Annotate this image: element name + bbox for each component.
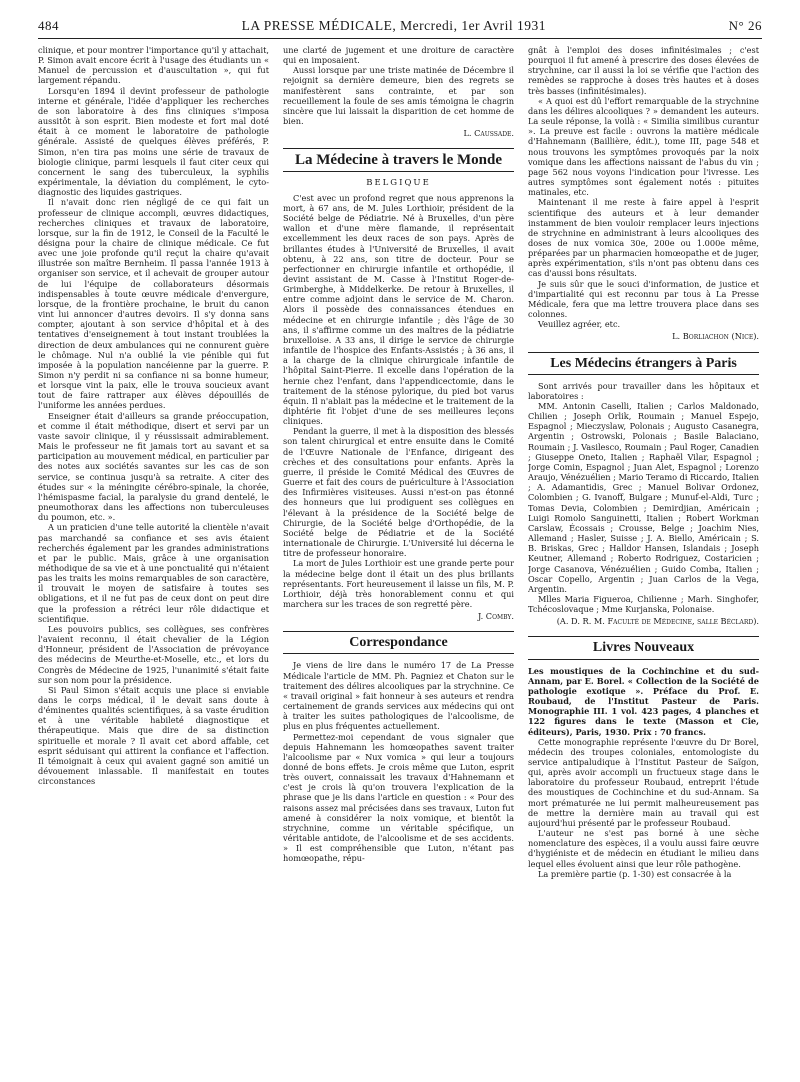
- page-number: 484: [38, 18, 59, 33]
- paragraph: Enseigner était d'ailleurs sa grande préoccupation, et comme il était méthodique, disert et servi par un vaste savoir clinique, il y réussissait admirablement. Mais le professeur ne fit jamais tort au savant et sa participation au mouvement médical, en particulier par des notes aux sociétés savantes sur les cas de son service, se continua jusqu'à sa retraite. A citer des études sur « la méningite cérébro-spinale, la chorée, l'hémispasme facial, la paralysie du grand dentelé, le pneumothorax dans les affections non tuberculeuses du poumon, etc. ».: [38, 410, 269, 523]
- signature: (A. D. R. M. Faculté de Médecine, salle Béclard).: [556, 616, 759, 627]
- paragraph: gnât à l'emploi des doses infinitésimales ; c'est pourquoi il fut amené à prescrire des doses élevées de strychnine, car il aussi la loi se vérifie que l'action des remèdes se rapproche à doses très hautes et à doses très basses (infinitésimales).: [528, 45, 759, 96]
- paragraph: Il n'avait donc rien négligé de ce qui fait un professeur de clinique accompli, œuvres didactiques, recherches cliniques et travaux de laboratoire, lorsque, sur la fin de 1912, le Conseil de la Faculté le désigna pour la chaire de clinique médicale. Ce fut avec une joie profonde qu'il reçut la chaire qu'avait illustrée son maître Bernheim. Il passa l'année 1913 à organiser son service, et il achevait de grouper autour de lui l'équipe de collaborateurs désormais indispensables à toute œuvre médicale d'envergure, lorsque, de la frontière prochaine, le bruit du canon vint lui annoncer d'autres devoirs. Il s'y donna sans compter, ajoutant à son service d'hôpital et à des tentatives d'enseignement à tout instant troublées la direction de deux ambulances qui ne connurent guère le chômage. Nul n'a oublié la vie pénible qui fut imposée à la population nancéienne par la guerre. P. Simon n'y perdit ni sa confiance ni sa bonne humeur, et lorsque vint la paix, elle le trouva soucieux avant tout de faire rattraper aux élèves dépouillés de l'uniforme les années perdues.: [38, 197, 269, 411]
- running-head: [38, 18, 762, 39]
- journal-title: LA PRESSE MÉDICALE, Mercredi, 1er Avril 1931: [241, 18, 547, 33]
- paragraph: Aussi lorsque par une triste matinée de Décembre il rejoignit sa dernière demeure, bien des regrets se manifestèrent sans contrainte, et par son recueillement la foule de ses amis témoigna le chagrin sincère que lui laissait la disparition de cet homme de bien.: [283, 65, 514, 127]
- section-title-livres-nouveaux: Livres Nouveaux: [528, 636, 759, 659]
- paragraph: une clarté de jugement et une droiture de caractère qui en imposaient.: [283, 45, 514, 66]
- section-title-medecins-etrangers: Les Médecins étrangers à Paris: [528, 352, 759, 375]
- section-subhead-belgique: BELGIQUE: [366, 177, 431, 188]
- columns: [38, 45, 762, 1075]
- column-3: [528, 45, 759, 1075]
- signature: L. Caussade.: [463, 128, 514, 139]
- column-2: [283, 45, 514, 1075]
- paragraph: Veuillez agréer, etc.: [538, 319, 621, 330]
- paragraph: La mort de Jules Lorthioir est une grande perte pour la médecine belge dont il était un des plus brillants représentants. Fort heureusement il laisse un fils, M. P. Lorthioir, déjà très honorablement connu et qui marchera sur les traces de son regretté père.: [283, 558, 514, 609]
- section-title-correspondance: Correspondance: [283, 631, 514, 654]
- paragraph: A un praticien d'une telle autorité la clientèle n'avait pas marchandé sa confiance et ses avis étaient recherchés également par les grandes administrations et par le public. Mais, grâce à une organisation méthodique de sa vie et à une ponctualité qui n'étaient pas les traits les moins remarquables de son caractère, il trouvait le moyen de satisfaire à toutes ses obligations, et il ne fut pas de ceux dont on peut dire que la profession a rétréci leur rôle didactique et scientifique.: [38, 522, 269, 624]
- paragraph: Si Paul Simon s'était acquis une place si enviable dans le corps médical, il le devait sans doute à d'éminentes qualités scientifiques, à sa vaste érudition et à une véritable habileté diagnostique et thérapeutique. Mais que dire de sa distinction spirituelle et morale ? Il avait cet abord affable, cet esprit séduisant qui attirent la confiance et l'affection. Il témoignait à ceux qui avaient gagné son amitié un dévouement inlassable. Il manifestait en toutes circonstances: [38, 684, 269, 787]
- paragraph: Permettez-moi cependant de vous signaler que depuis Hahnemann les homœopathes savent traiter l'alcoolisme par « Nux vomica » qui leur a toujours donné de bons effets. Je crois même que Luton, esprit très ouvert, connaissait les travaux d'Hahnemann et c'est je crois là qu'on trouvera l'explication de la phrase que je lis dans l'article en question : « Pour des raisons assez mal précisées dans ses travaux, Luton fut amené à considérer la noix vomique, et bientôt la strychnine, comme un véritable spécifique, un véritable antidote, de l'alcoolisme et de ses accidents. » Il est compréhensible que Luton, n'étant pas homœopathe, répu-: [283, 731, 514, 864]
- book-title: Les moustiques de la Cochinchine et du sud-Annam, par E. Borel. « Collection de la Société de pathologie exotique ». Préface du Prof. E. Roubaud, de l'Institut Pasteur de Paris. Monographie III. 1 vol. 423 pages, 4 planches et 122 figures dans le texte (Masson et Cie, éditeurs), Paris, 1930. Prix : 70 francs.: [528, 665, 759, 737]
- paragraph: Sont arrivés pour travailler dans les hôpitaux et laboratoires :: [528, 380, 759, 401]
- paragraph: C'est avec un profond regret que nous apprenons la mort, à 67 ans, de M. Jules Lorthioir, président de la Société belge de Pédiatrie. Né à Bruxelles, d'un père wallon et d'une mère flamande, il représentait excellemment les deux races de son pays. Après de brillantes études à l'Université de Bruxelles, il avait obtenu, à 22 ans, son titre de docteur. Pour se perfectionner en chirurgie infantile et orthopédie, il devint assistant de M. Casse à l'Institut Roger-de-Grimberghe, à Middelkerke. De retour à Bruxelles, il entre comme adjoint dans le service de M. Charon. Alors il possède des connaissances étendues en médecine et en chirurgie infantile ; dès l'âge de 30 ans, il s'affirme comme un des maîtres de la pédiatrie bruxelloise. A 33 ans, il dirige le service de chirurgie infantile de l'hospice des Enfants-Assistés ; à 36 ans, il a la charge de la clinique chirurgicale infantile de l'hôpital Saint-Pierre. Il excelle dans l'opération de la hernie chez l'enfant, dans l'appendicectomie, dans le traitement de la sténose pylorique, du pied bot varus équin. Il n'ablait pas la médecine et le traitement de la diphtérie fit l'objet d'une de ses meilleures leçons cliniques.: [283, 192, 514, 427]
- signature: L. Borliachon (Nice).: [672, 331, 759, 342]
- paragraph: Pendant la guerre, il met à la disposition des blessés son talent chirurgical et entre ensuite dans le Comité de l'Œuvre Nationale de l'Enfance, dirigeant des crèches et des consultations pour enfants. Après la guerre, il préside le Comité Médical des Œuvres de Guerre et fait des cours de puériculture à l'Association des Infirmières visiteuses. Aussi n'est-on pas étonné des honneurs que lui prodiguent ses collègues en l'élevant à la présidence de la Société belge de Chirurgie, de la Société belge d'Orthopédie, de la Société belge de Pédiatrie et de la Société internationale de Chirurgie. L'Université lui décerna le titre de professeur honoraire.: [283, 426, 514, 559]
- paragraph: Mlles Maria Figueroa, Chilienne ; Marh. Singhofer, Tchécoslovaque ; Mme Kurjanska, Polonaise.: [528, 593, 759, 615]
- paragraph: clinique, et pour montrer l'importance qu'il y attachait, P. Simon avait encore écrit à l'usage des étudiants un « Manuel de percussion et d'auscultation », qui fut largement répandu.: [38, 45, 269, 86]
- paragraph: Maintenant il me reste à faire appel à l'esprit scientifique des auteurs et à leur demander instamment de bien vouloir remplacer leurs injections de strychnine en administrant à leurs alcooliques des doses de nux vomica 30e, 200e ou 1.000e même, préparées par un pharmacien homœopathe et de juger, après expérimentation, s'ils n'ont pas obtenu dans ces cas d'aussi bons résultats.: [528, 197, 759, 279]
- paragraph: La première partie (p. 1-30) est consacrée à la: [538, 868, 732, 879]
- paragraph: Je suis sûr que le souci d'information, de justice et d'impartialité qui est reconnu par tous à La Presse Médicale, fera que ma lettre trouvera place dans ses colonnes.: [528, 278, 759, 320]
- paragraph: L'auteur ne s'est pas borné à une sèche nomenclature des espèces, il a voulu aussi faire œuvre d'hygiéniste et de médecin en étudiant le milieu dans lequel elles évoluent ainsi que leur rôle pathogène.: [528, 828, 759, 869]
- column-1: [38, 45, 269, 1075]
- paragraph: Les pouvoirs publics, ses collègues, ses confrères l'avaient reconnu, il était chevalier de la Légion d'Honneur, président de l'Association de prévoyance des médecins de Meurthe-et-Moselle, etc., et lors du Congrès de Médecine de 1925, l'unanimité s'était faite sur son nom pour la présidence.: [38, 623, 269, 685]
- paragraph: MM. Antonin Caselli, Italien ; Carlos Maldonado, Chilien ; Joseph Orlik, Roumain ; Manuel Espejo, Espagnol ; Mieczyslaw, Polonais ; Augusto Casanegra, Argentin ; Ostrowski, Polonais ; Basile Balaciano, Roumain ; J. Vasilesco, Roumain ; Paul Roger, Canadien ; Giuseppe Oneto, Italien ; Raphaël Vilar, Espagnol ; Jorge Comin, Espagnol ; Juan Alet, Espagnol ; Lorenzo Araujo, Vénézuélien ; Mario Teramo di Riccardo, Italien ; A. Adamantidis, Grec ; Manuel Bolivar Ordonez, Colombien ; G. Ivanoff, Bulgare ; Munuf-el-Aldi, Turc ; Tomas Devia, Colombien ; Demirdjian, Américain ; Luigi Romolo Sanguinetti, Italien ; Robert Workman Carslaw, Écossais ; Crousse, Belge ; Joachim Nies, Allemand ; Hasler, Suisse ; J. A. Biello, Américain ; S. B. Briskas, Grec ; Halldor Hansen, Islandais ; Joseph Keutner, Allemand ; Roberto Rodriguez, Costaricien ; Jorge Casanova, Vénézuélien ; Guido Comba, Italien ; Oscar Copello, Argentin ; Juan Carlos de la Vega, Argentin.: [528, 401, 759, 594]
- paragraph: Lorsqu'en 1894 il devint professeur de pathologie interne et générale, l'idée d'appliquer les recherches de son laboratoire à des fins cliniques s'imposa aussitôt à son esprit. Bien modeste et fort mal doté était à ce moment le laboratoire de pathologie générale. Assisté de quelques élèves préférés, P. Simon, n'en tira pas moins une série de travaux de biologie clinique, parmi lesquels il faut citer ceux qui concernent le sang des tuberculeux, la syphilis expérimentale, la déviation du complément, le cyto-diagnostic des liquides gastriques.: [38, 85, 269, 198]
- paragraph: Cette monographie représente l'œuvre du Dr Borel, médecin des troupes coloniales, entomologiste du service antipaludique à l'Institut Pasteur de Saïgon, qui, après avoir accompli un fructueux stage dans le laboratoire du professeur Roubaud, entreprit l'étude des moustiques de Cochinchine et du sud-Annam. Sa mort prématurée ne lui permit malheureusement pas de mettre la dernière main au travail qui est aujourd'hui présenté par le professeur Roubaud.: [528, 736, 759, 828]
- issue-number: N° 26: [728, 18, 762, 33]
- paragraph: « A quoi est dû l'effort remarquable de la strychnine dans les délires alcooliques ? » demandent les auteurs. La seule réponse, la voilà : « Similia similibus curantur ». La preuve est facile : ouvrons la matière médicale d'Hahnemann (Baillière, édit.), tome III, page 548 et nous trouvons les symptômes provoqués par la noix vomique dans les affections naissant de l'abus du vin ; page 562 nous voyons l'indication pour l'ivresse. Les autres symptômes sont également notés : pituites matinales, etc.: [528, 95, 759, 198]
- paragraph: Je viens de lire dans le numéro 17 de La Presse Médicale l'article de MM. Ph. Pagniez et Chaton sur le traitement des délires alcooliques par la strychnine. Ce « travail original » fait honneur à ses auteurs et rendra certainement de grands services aux médecins qui ont à traiter les suites pathologiques de l'alcoolisme, de plus en plus fréquentes actuellement.: [283, 660, 514, 732]
- signature: J. Comby.: [477, 611, 514, 622]
- section-title-medecine-monde: La Médecine à travers le Monde: [283, 148, 514, 171]
